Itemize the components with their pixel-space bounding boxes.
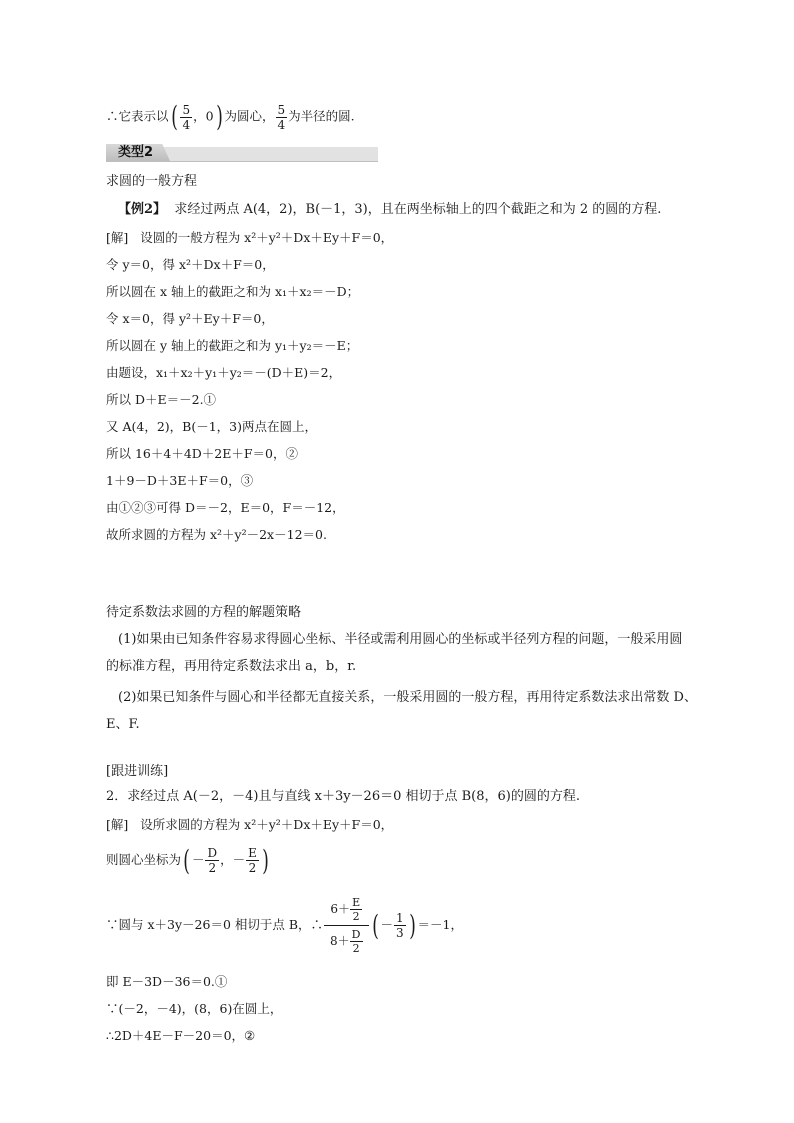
center-fraction: $\frac{5}{4}$ xyxy=(182,102,191,132)
solution-line-10: 1＋9－D＋3E＋F＝0，③ xyxy=(106,473,254,488)
practice-tangent-line: ∵圆与 x＋3y－26＝0 相切于点 B，∴ 6＋ $\frac{E}{2}$ 8＋ $\frac{D}{2}$ ( － $\frac{1}{3}$ ) ＝－1， xyxy=(106,896,463,955)
solution-line-11: 由①②③可得 D＝－2，E＝0，F＝－12， xyxy=(106,500,345,515)
solution-line-6: 由题设，x₁＋x₂＋y₁＋y₂＝－(D＋E)＝2， xyxy=(106,365,342,380)
strategy-p1-line2: 的标准方程，再用待定系数法求出 a，b，r. xyxy=(106,659,357,674)
practice-eq1: 即 E－3D－36＝0.① xyxy=(106,974,228,989)
solution-line-12: 故所求圆的方程为 x²＋y²－2x－12＝0. xyxy=(106,527,327,542)
section-label: 类型2 xyxy=(118,145,154,160)
practice-on-circle: ∵(－2，－4)，(8，6)在圆上， xyxy=(106,1001,283,1016)
strategy-p2-line2: E、F. xyxy=(106,717,140,732)
solution-line-5: 所以圆在 y 轴上的截距之和为 y₁＋y₂＝－E； xyxy=(106,338,359,353)
section-banner xyxy=(106,147,378,162)
practice-solution-line-1: [解] 设所求圆的方程为 x²＋y²＋Dx＋Ey＋F＝0， xyxy=(106,817,394,832)
solution-line-9: 所以 16＋4＋4D＋2E＋F＝0，② xyxy=(106,446,299,461)
conclusion-line: ∴它表示以( $\frac{5}{4}$ ，0) 为圆心， $\frac{5}{4}$ 为半径的圆. xyxy=(106,100,355,133)
center-d-fraction: $\frac{D}{2}$ xyxy=(207,846,218,875)
solution-line-2: 令 y＝0，得 x²＋Dx＋F＝0， xyxy=(106,257,275,272)
strategy-title: 待定系数法求圆的方程的解题策略 xyxy=(106,605,302,620)
section-title: 求圆的一般方程 xyxy=(106,174,198,189)
strategy-p1-line1: (1)如果由已知条件容易求得圆心坐标、半径或需利用圆心的坐标或半径列方程的问题，一般采用圆 xyxy=(118,632,683,647)
solution-line-3: 所以圆在 x 轴上的截距之和为 x₁＋x₂＝－D； xyxy=(106,284,360,299)
practice-tag: [跟进训练] xyxy=(106,764,169,779)
example-problem: 【例2】 求经过两点 A(4，2)，B(－1，3)，且在两坐标轴上的四个截距之和为 2 的圆的方程. xyxy=(118,202,662,217)
conclusion-prefix: ∴它表示以 xyxy=(106,108,169,124)
radius-fraction: $\frac{5}{4}$ xyxy=(277,102,286,132)
practice-problem: 2．求经过点 A(－2，－4)且与直线 x＋3y－26＝0 相切于点 B(8，6)的圆的方程. xyxy=(106,789,581,804)
line-slope-fraction: $\frac{1}{3}$ xyxy=(395,911,404,940)
center-e-fraction: $\frac{E}{2}$ xyxy=(248,846,257,875)
practice-eq2: ∴2D＋4E－F－20＝0，② xyxy=(106,1028,256,1043)
solution-line-1: [解] 设圆的一般方程为 x²＋y²＋Dx＋Ey＋F＝0， xyxy=(106,230,394,245)
strategy-p2-line1: (2)如果已知条件与圆心和半径都无直接关系，一般采用圆的一般方程，再用待定系数法求出常数 D、 xyxy=(118,690,697,705)
solution-line-7: 所以 D＋E＝－2.① xyxy=(106,392,217,407)
solution-line-8: 又 A(4，2)，B(－1，3)两点在圆上， xyxy=(106,419,318,434)
slope-ratio-fraction: 6＋ $\frac{E}{2}$ 8＋ $\frac{D}{2}$ xyxy=(324,896,368,955)
practice-center-line: 则圆心坐标为( － $\frac{D}{2}$ ，－ $\frac{E}{2}$ ) xyxy=(106,843,269,877)
solution-line-4: 令 x＝0，得 y²＋Ey＋F＝0， xyxy=(106,311,274,326)
